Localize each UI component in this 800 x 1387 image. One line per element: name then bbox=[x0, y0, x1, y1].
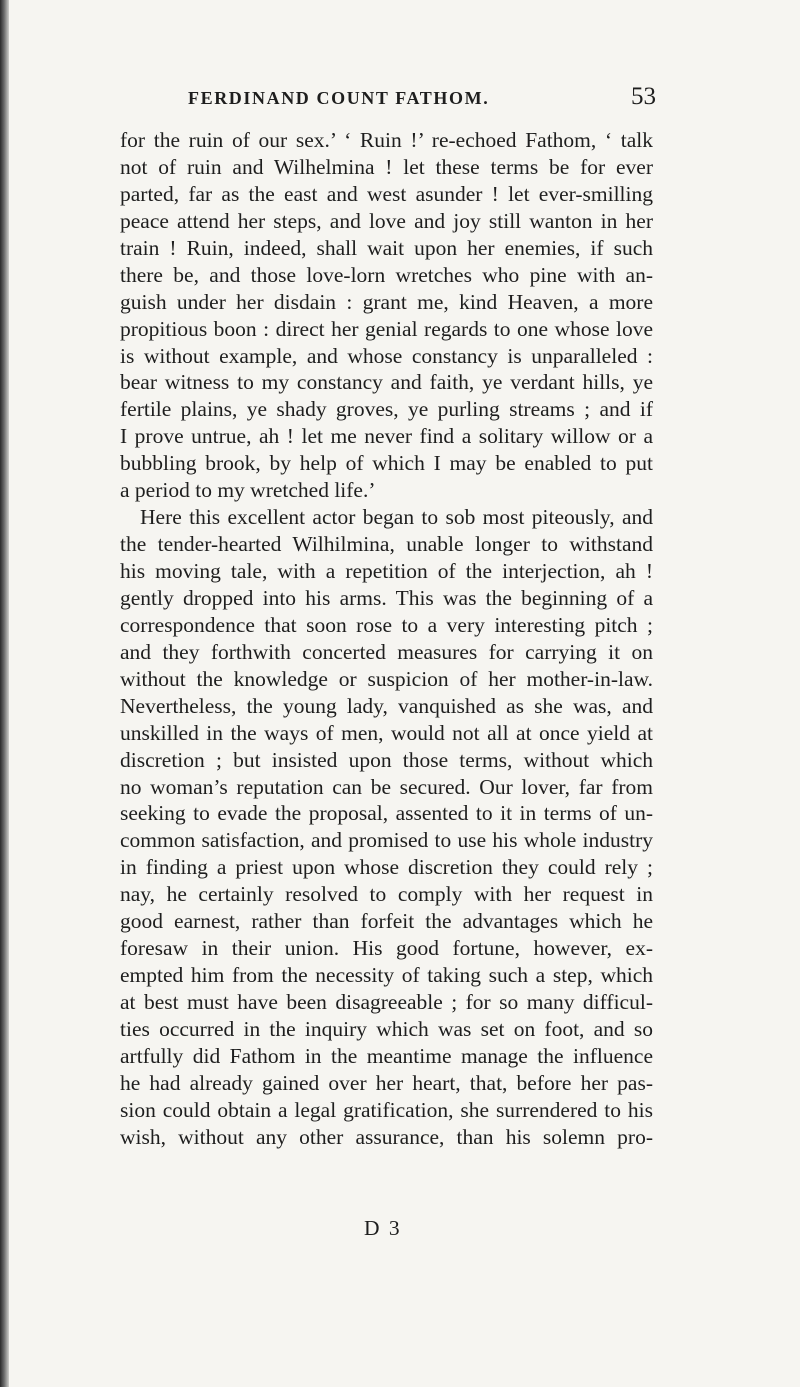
text-line: in finding a priest upon whose discretion they could rely ; bbox=[120, 855, 653, 880]
binding-edge bbox=[0, 0, 9, 1387]
text-line: his moving tale, with a repetition of the interjection, ah ! bbox=[120, 559, 653, 583]
text-line: train ! Ruin, indeed, shall wait upon her enemies, if such bbox=[120, 235, 653, 260]
text-line: there be, and those love-lorn wretches who pine with an- bbox=[120, 262, 653, 287]
page-number: 53 bbox=[631, 83, 656, 110]
text-line: he had already gained over her heart, that, before her pas- bbox=[120, 1070, 653, 1095]
text-line: fertile plains, ye shady groves, ye purling streams ; and if bbox=[120, 397, 653, 422]
text-line: Nevertheless, the young lady, vanquished as she was, and bbox=[120, 693, 653, 718]
body-text bbox=[120, 127, 653, 1151]
text-line: is without example, and whose constancy is unparalleled : bbox=[120, 343, 653, 368]
text-line: good earnest, rather than forfeit the advantages which he bbox=[120, 909, 653, 934]
text-line: gently dropped into his arms. This was the beginning of a bbox=[120, 585, 653, 610]
text-line: sion could obtain a legal gratification, she surrendered to his bbox=[120, 1097, 653, 1122]
running-title: FERDINAND COUNT FATHOM. bbox=[188, 88, 490, 108]
text-line: peace attend her steps, and love and joy still wanton in her bbox=[120, 208, 653, 233]
text-line: nay, he certainly resolved to comply with her request in bbox=[120, 882, 653, 907]
text-line: propitious boon : direct her genial regards to one whose love bbox=[120, 316, 653, 341]
signature-mark: D 3 bbox=[364, 1216, 402, 1240]
text-line: guish under her disdain : grant me, kind Heaven, a more bbox=[120, 289, 653, 314]
text-line: the tender-hearted Wilhilmina, unable longer to withstand bbox=[120, 532, 653, 557]
text-line: seeking to evade the proposal, assented to it in terms of un- bbox=[120, 801, 653, 826]
text-line: at best must have been disagreeable ; for so many difficul- bbox=[120, 990, 653, 1014]
text-line: a period to my wretched life.’ bbox=[120, 478, 376, 503]
text-line: without the knowledge or suspicion of her mother-in-law. bbox=[120, 666, 653, 691]
text-line: discretion ; but insisted upon those terms, without which bbox=[120, 747, 653, 772]
text-line: correspondence that soon rose to a very interesting pitch ; bbox=[120, 612, 653, 637]
text-line: Here this excellent actor began to sob most piteously, and bbox=[140, 505, 653, 530]
page-header bbox=[188, 83, 656, 118]
text-line: foresaw in their union. His good fortune, however, ex- bbox=[120, 936, 653, 961]
text-line: bear witness to my constancy and faith, ye verdant hills, ye bbox=[120, 370, 653, 395]
text-line: empted him from the necessity of taking such a step, which bbox=[120, 963, 653, 988]
text-line: ties occurred in the inquiry which was set on foot, and so bbox=[120, 1016, 653, 1041]
text-line: unskilled in the ways of men, would not all at once yield at bbox=[120, 720, 653, 745]
text-line: wish, without any other assurance, than his solemn pro- bbox=[120, 1124, 653, 1149]
text-line: not of ruin and Wilhelmina ! let these terms be for ever bbox=[120, 154, 653, 179]
text-line: bubbling brook, by help of which I may be enabled to put bbox=[120, 451, 653, 476]
text-line: I prove untrue, ah ! let me never find a solitary willow or a bbox=[120, 424, 653, 449]
text-line: for the ruin of our sex.’ ‘ Ruin !’ re-echoed Fathom, ‘ talk bbox=[120, 128, 653, 152]
text-line: common satisfaction, and promised to use his whole industry bbox=[120, 828, 653, 853]
text-line: artfully did Fathom in the meantime manage the influence bbox=[120, 1043, 653, 1068]
text-line: no woman’s reputation can be secured. Our lover, far from bbox=[120, 774, 653, 799]
text-line: and they forthwith concerted measures for carrying it on bbox=[120, 639, 653, 664]
text-line: parted, far as the east and west asunder ! let ever-smilling bbox=[120, 181, 653, 206]
